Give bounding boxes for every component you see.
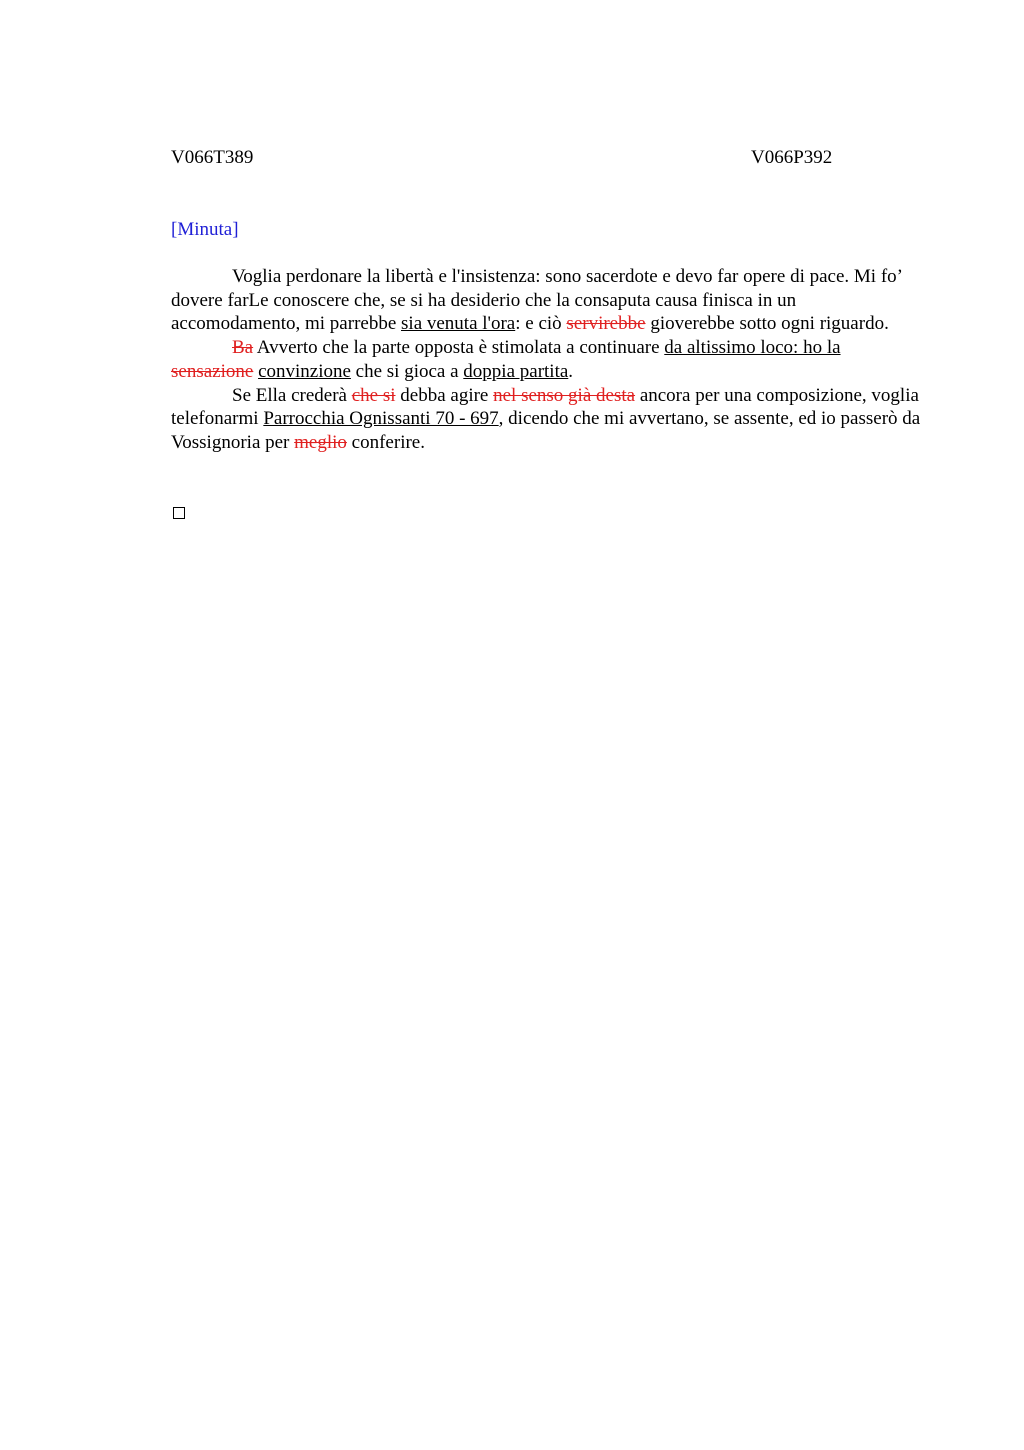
letter-body [171,265,925,455]
empty-checkbox-icon [173,507,185,519]
deleted-text: Ba [232,337,254,359]
document-code-left: V066T389 [171,147,254,168]
underlined-text: da altissimo loco: ho la [664,337,841,359]
text-run: conferire. [346,431,425,453]
text-run: . [568,360,574,382]
text-run: Se Ella crederà [232,384,352,406]
deleted-text: servirebbe [566,313,646,335]
underlined-text: sia venuta l'ora [401,313,516,335]
text-run: debba agire [395,384,494,406]
underlined-text: Parrocchia Ognissanti 70 - 697 [263,408,499,430]
deleted-text: sensazione [171,360,254,382]
text-run: Voglia perdonare la libertà e l'insistenza: sono sacerdote e devo far opere di pace. Mi fo’ dovere farLe conoscere che, se si ha desiderio che la consaputa causa finisca in un accomodamento, mi parrebbe [171,266,902,335]
underlined-text: convinzione [258,360,351,382]
paragraph-1 [171,265,925,336]
deleted-text: nel senso già desta [493,384,636,406]
text-run: che si gioca a [350,360,464,382]
text-run: : e ciò [515,313,567,335]
paragraph-2 [171,336,925,383]
document-code-right: V066P392 [751,147,833,168]
text-run: gioverebbe sotto ogni riguardo. [645,313,889,335]
minuta-label: [Minuta] [171,219,239,240]
text-run: ancora per una composizione, voglia telefonarmi [171,384,919,430]
deleted-text: meglio [294,431,347,453]
paragraph-3 [171,384,925,455]
underlined-text: doppia partita [463,360,569,382]
text-run: , dicendo che mi avvertano, se assente, ed io passerò da Vossignoria per [171,408,921,453]
deleted-text: che si [351,384,396,406]
text-run: Avverto che la parte opposta è stimolata a continuare [253,337,665,359]
